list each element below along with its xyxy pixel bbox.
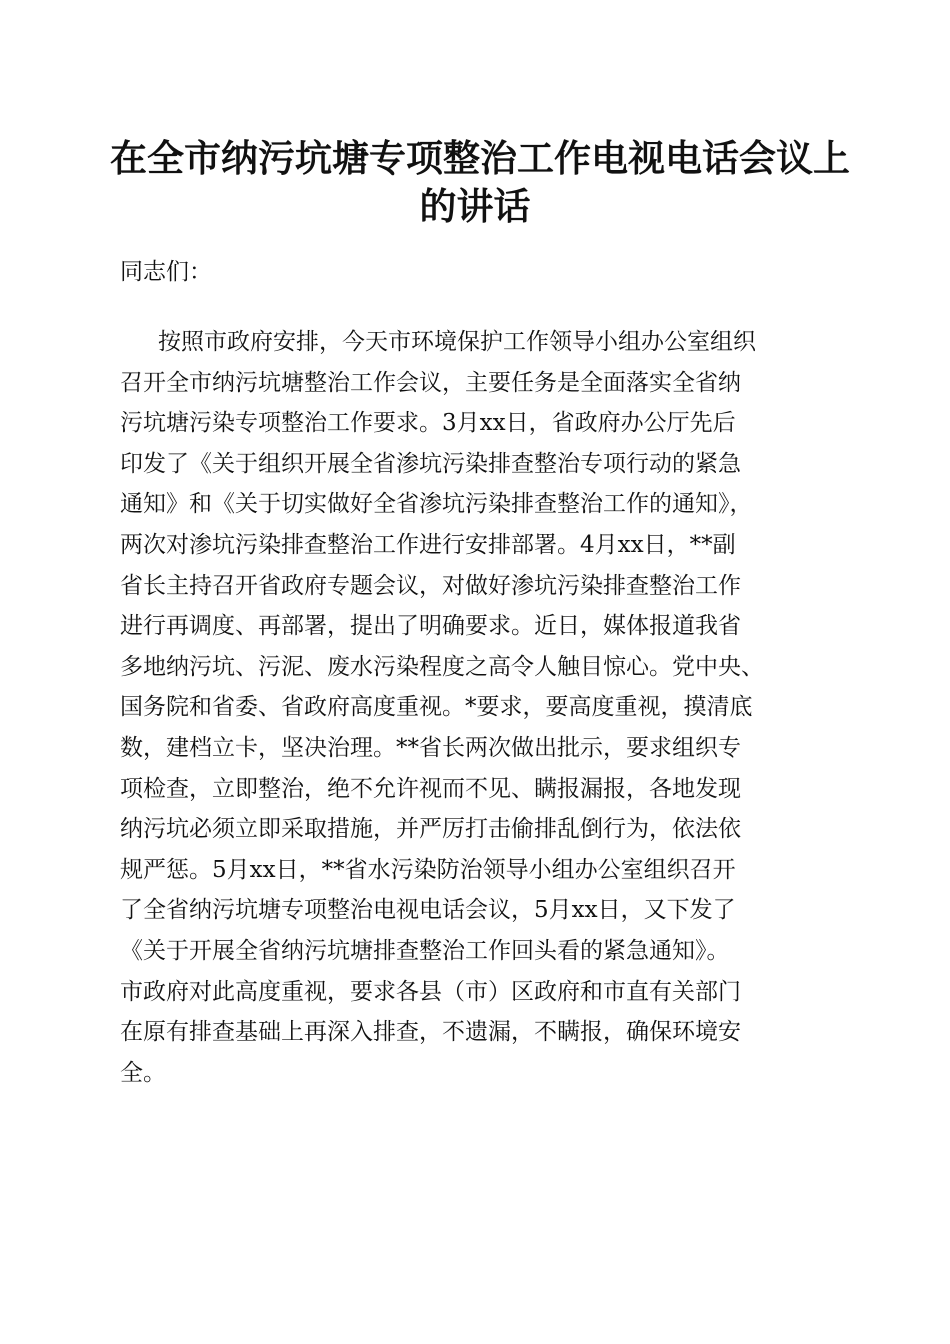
paragraph-line: 按照市政府安排，今天市环境保护工作领导小组办公室组织	[158, 329, 756, 355]
title-line-2: 的讲话	[419, 184, 531, 228]
paragraph-line: 规严惩。5月xx日，**省水污染防治领导小组办公室组织召开	[120, 856, 736, 883]
body-paragraph	[120, 322, 840, 1093]
paragraph-line: 数，建档立卡，坚决治理。**省长两次做出批示，要求组织专	[120, 734, 741, 761]
paragraph-line: 纳污坑必须立即采取措施，并严厉打击偷排乱倒行为，依法依	[120, 816, 741, 843]
paragraph-line: 污坑塘污染专项整治工作要求。3月xx日，省政府办公厅先后	[120, 410, 736, 437]
paragraph-line: 印发了《关于组织开展全省渗坑污染排查整治专项行动的紧急	[120, 450, 741, 477]
paragraph-line: 进行再调度、再部署，提出了明确要求。近日，媒体报道我省	[120, 613, 741, 640]
document-title	[110, 134, 850, 230]
paragraph-line: 市政府对此高度重视，要求各县（市）区政府和市直有关部门	[120, 978, 741, 1005]
paragraph-line: 国务院和省委、省政府高度重视。*要求，要高度重视，摸清底	[120, 694, 753, 721]
paragraph-line: 了全省纳污坑塘专项整治电视电话会议，5月xx日，又下发了	[120, 897, 736, 924]
paragraph-line: 召开全市纳污坑塘整治工作会议，主要任务是全面落实全省纳	[120, 369, 741, 396]
paragraph-line: 《关于开展全省纳污坑塘排查整治工作回头看的紧急通知》。	[120, 937, 730, 964]
paragraph-line: 全。	[120, 1059, 166, 1086]
paragraph-line: 通知》和《关于切实做好全省渗坑污染排查整治工作的通知》，	[120, 491, 753, 518]
paragraph-line: 省长主持召开省政府专题会议，对做好渗坑污染排查整治工作	[120, 572, 741, 599]
paragraph-line: 多地纳污坑、污泥、废水污染程度之高令人触目惊心。党中央、	[120, 653, 764, 680]
paragraph-line: 两次对渗坑污染排查整治工作进行安排部署。4月xx日，**副	[120, 531, 736, 558]
title-line-1: 在全市纳污坑塘专项整治工作电视电话会议上	[110, 136, 850, 180]
paragraph-line: 在原有排查基础上再深入排查，不遗漏，不瞒报，确保环境安	[120, 1019, 741, 1046]
greeting: 同志们：	[120, 259, 212, 285]
paragraph-line: 项检查，立即整治，绝不允许视而不见、瞒报漏报，各地发现	[120, 775, 741, 802]
